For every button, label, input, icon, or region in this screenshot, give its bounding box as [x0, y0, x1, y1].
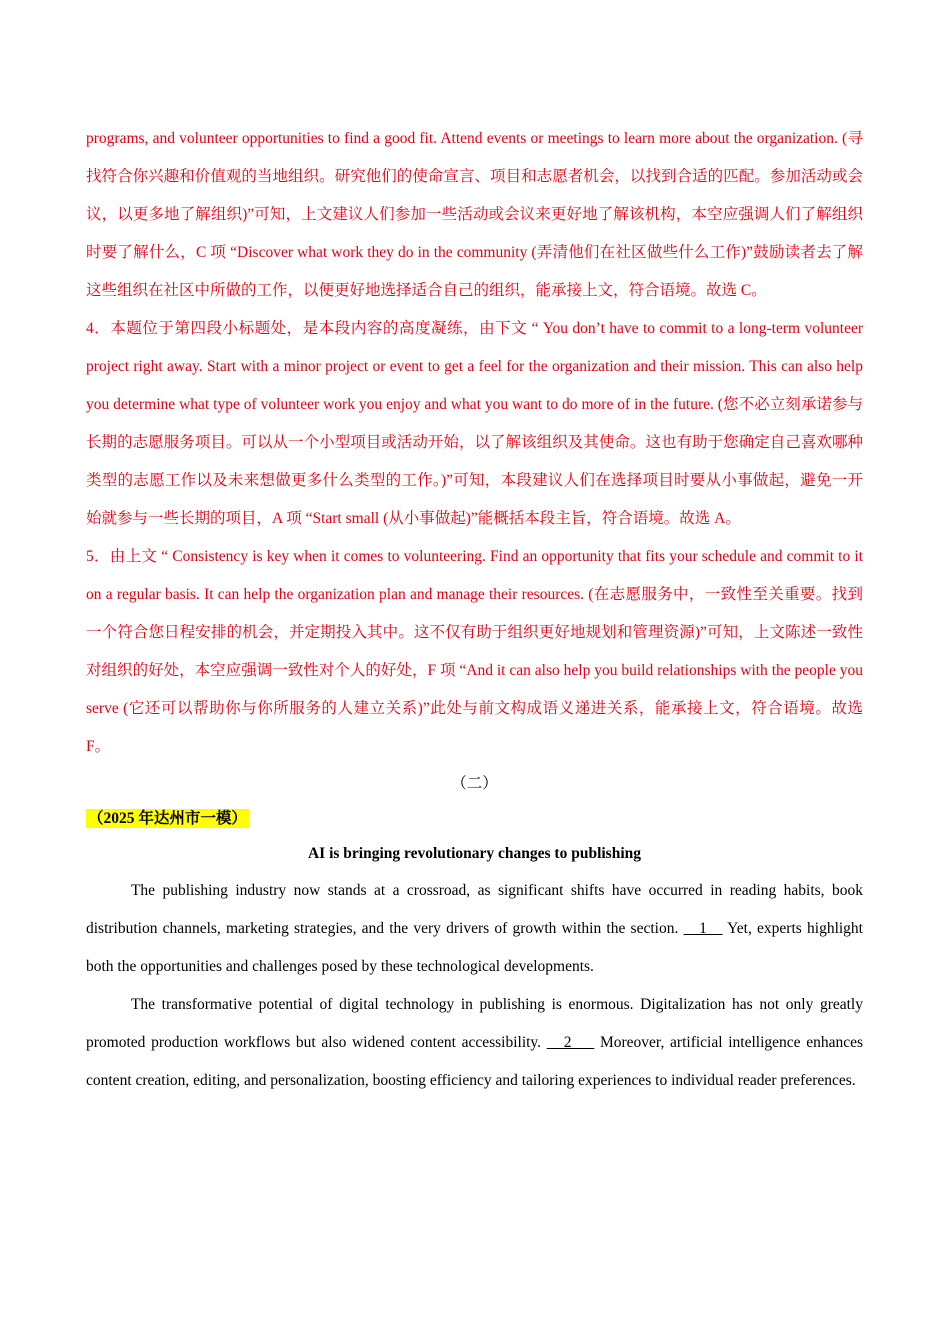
document-page	[86, 120, 863, 1100]
answer-4-explanation: 4．本题位于第四段小标题处，是本段内容的高度凝练，由下文 “ You don’t have to commit to a long-term volunteer project right away. Start with a minor project or event to get a feel for the organization and their mission. This can also help you determine what type of volunteer work you enjoy and what you want to do more of in the future. (您不必立刻承诺参与长期的志愿服务项目。可以从一个小型项目或活动开始，以了解该组织及其使命。这也有助于您确定自己喜欢哪种类型的志愿工作以及未来想做更多什么类型的工作。)”可知，本段建议人们在选择项目时要从小事做起，避免一开始就参与一些长期的项目，A 项 “Start small (从小事做起)”能概括本段主旨，符合语境。故选 A。	[86, 320, 863, 527]
paragraph-1-text-a: The publishing industry now stands at a crossroad, as significant shifts have occurred in reading habits, book distribution channels, marketing strategies, and the very drivers of growth within the section.	[86, 882, 863, 937]
paragraph-2-text-b: Moreover, artificial intelligence enhances content creation, editing, and personalization, boosting efficiency and tailoring experiences to individual reader preferences.	[86, 1034, 864, 1089]
answer-5-explanation: 5．由上文 “ Consistency is key when it comes to volunteering. Find an opportunity that fits your schedule and commit to it on a regular basis. It can help the organization plan and manage their resources. (在志愿服务中，一致性至关重要。找到一个符合您日程安排的机会，并定期投入其中。这不仅有助于组织更好地规划和管理资源)”可知，上文陈述一致性对组织的好处，本空应强调一致性对个人的好处，F 项 “And it can also help you build relationships with the people you serve (它还可以帮助你与你所服务的人建立关系)”此处与前文构成语义递进关系，能承接上文，符合语境。故选 F。	[86, 548, 863, 755]
source-tag-highlight: （2025 年达州市一模）	[88, 810, 247, 827]
article-body	[86, 872, 863, 1100]
source-tag	[86, 802, 863, 836]
paragraph-2-text-a: The transformative potential of digital technology in publishing is enormous. Digitalization has not only greatly promoted production workflows but also widened content accessibility.	[86, 996, 863, 1051]
answer-explanations	[86, 120, 863, 766]
answer-3-continuation: programs, and volunteer opportunities to find a good fit. Attend events or meetings to learn more about the organization. (寻找符合你兴趣和价值观的当地组织。研究他们的使命宣言、项目和志愿者机会，以找到合适的匹配。参加活动或会议，以更多地了解组织)”可知，上文建议人们参加一些活动或会议来更好地了解该机构，本空应强调人们了解组织时要了解什么，C 项 “Discover what work they do in the community (弄清他们在社区做些什么工作)”鼓励读者去了解这些组织在社区中所做的工作，以便更好地选择适合自己的组织，能承接上文，符合语境。故选 C。	[86, 130, 863, 299]
paragraph-1-text-b: Yet, experts highlight both the opportunities and challenges posed by these technological developments.	[86, 920, 863, 975]
article-title: AI is bringing revolutionary changes to publishing	[307, 845, 642, 862]
blank-2: 2	[546, 1034, 595, 1051]
article-paragraph-1	[86, 872, 863, 986]
section-label: （二）	[451, 775, 498, 792]
article-paragraph-2	[86, 986, 863, 1100]
blank-1: 1	[683, 920, 723, 937]
